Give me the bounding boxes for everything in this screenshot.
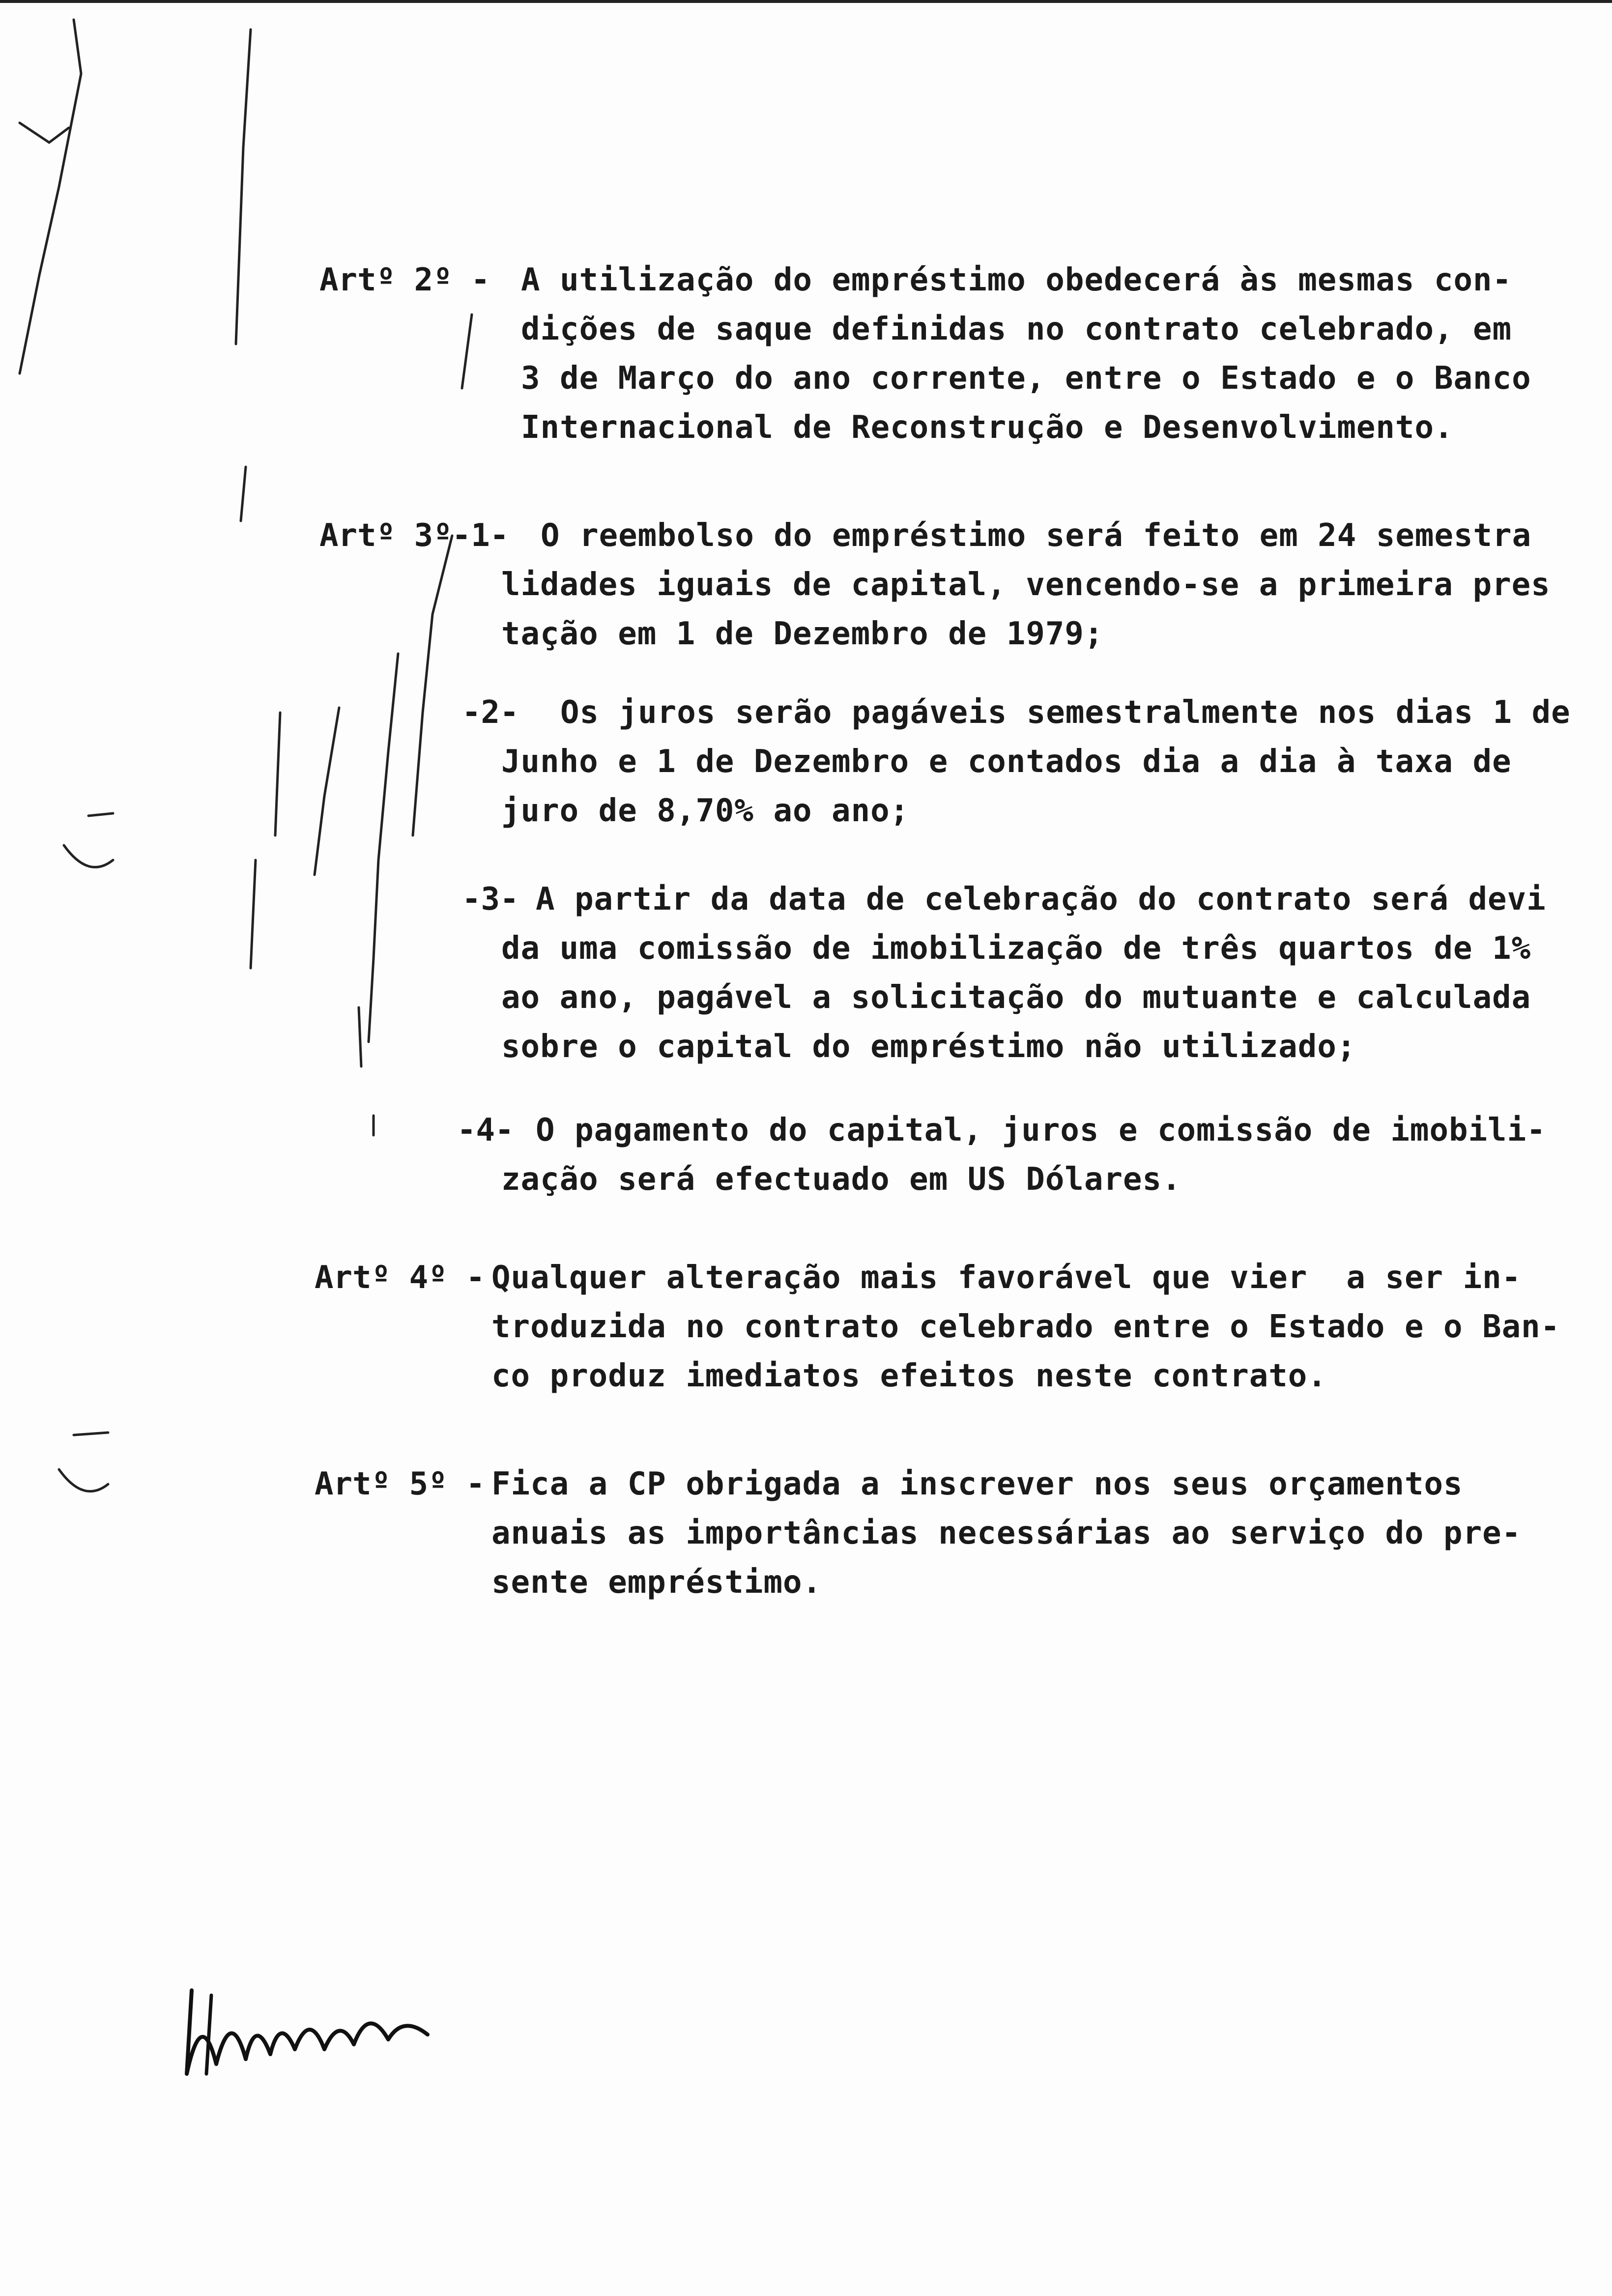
article-4-line-1: Qualquer alteração mais favorável que vier a ser in- [491, 1260, 1522, 1296]
article-4-label: Artº 4º - [315, 1260, 485, 1296]
article-3-label: Artº 3º-1- [319, 517, 509, 554]
article-3-item-2-line-3: juro de 8,70% ao ano; [501, 793, 910, 829]
article-3-item-3-line-4: sobre o capital do empréstimo não utilizado; [501, 1029, 1356, 1065]
article-3-item-2-line-2: Junho e 1 de Dezembro e contados dia a dia à taxa de [501, 744, 1512, 780]
article-2-line-3: 3 de Março do ano corrente, entre o Estado e o Banco [521, 360, 1531, 397]
article-5-line-2: anuais as importâncias necessárias ao serviço do pre- [491, 1515, 1522, 1551]
article-4-line-3: co produz imediatos efeitos neste contrato. [491, 1358, 1327, 1394]
article-3-item-4-label: -4- [457, 1112, 514, 1148]
handwritten-signature [182, 1976, 457, 2094]
article-3-item-1-line-1: O reembolso do empréstimo será feito em 24 semestra [541, 517, 1532, 554]
article-3-item-1-line-3: tação em 1 de Dezembro de 1979; [501, 616, 1104, 652]
article-3-item-1-line-2: lidades iguais de capital, vencendo-se a primeira pres [501, 567, 1551, 603]
article-5-line-3: sente empréstimo. [491, 1564, 822, 1601]
article-3-item-3-line-1: A partir da data de celebração do contrato será devi [536, 881, 1546, 918]
article-2-line-4: Internacional de Reconstrução e Desenvolvimento. [521, 409, 1454, 446]
article-3-item-4-line-1: O pagamento do capital, juros e comissão de imobili- [536, 1112, 1546, 1148]
article-5-line-1: Fica a CP obrigada a inscrever nos seus orçamentos [491, 1466, 1463, 1502]
article-3-item-3-label: -3- [462, 881, 519, 918]
article-5-label: Artº 5º - [315, 1466, 485, 1502]
article-3-item-2-line-1: Os juros serão pagáveis semestralmente nos dias 1 de [560, 694, 1571, 731]
article-2-label: Artº 2º - [319, 262, 490, 298]
top-edge-rule [0, 0, 1612, 3]
article-3-item-4-line-2: zação será efectuado em US Dólares. [501, 1161, 1181, 1198]
article-3-item-3-line-3: ao ano, pagável a solicitação do mutuante e calculada [501, 979, 1531, 1016]
article-4-line-2: troduzida no contrato celebrado entre o Estado e o Ban- [491, 1309, 1560, 1345]
article-3-item-3-line-2: da uma comissão de imobilização de três quartos de 1% [501, 930, 1531, 967]
article-3-item-2-label: -2- [462, 694, 519, 731]
article-2-line-1: A utilização do empréstimo obedecerá às mesmas con- [521, 262, 1512, 298]
article-2-line-2: dições de saque definidas no contrato celebrado, em [521, 311, 1512, 347]
